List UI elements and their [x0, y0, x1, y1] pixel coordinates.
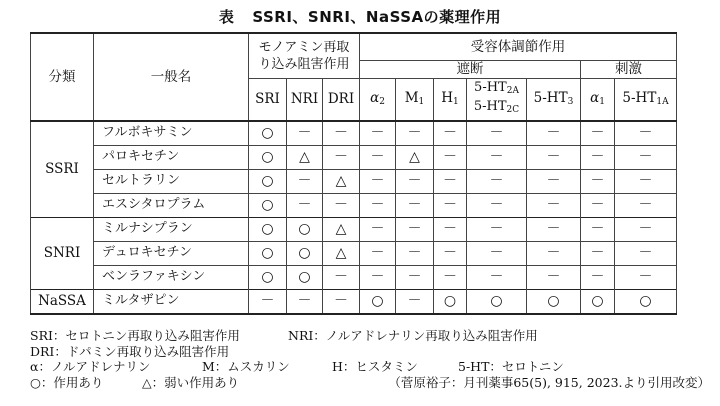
cell-mark: － [396, 169, 434, 193]
col-header-5ht2a-2c: $5-HT_{2A}$ $5-HT_{2C}$ [467, 78, 527, 121]
legend-circle: ○：作用あり [30, 374, 104, 390]
col-header-sri [249, 78, 287, 121]
note-serotonin: 5-HT：セロトニン [458, 359, 564, 375]
header-receptor-modulation: 受容体調節作用 [360, 33, 677, 60]
cell-mark: － [581, 217, 615, 241]
col-header-dri [323, 78, 360, 121]
cell-mark: ○ [249, 193, 287, 217]
cell-mark: ○ [287, 265, 323, 289]
cell-mark: － [467, 193, 527, 217]
cell-mark: ○ [434, 289, 467, 314]
cell-mark: － [527, 145, 581, 169]
class-snri: SNRI [31, 217, 94, 289]
cell-mark: － [360, 193, 396, 217]
cell-mark: － [434, 193, 467, 217]
cell-mark: － [396, 289, 434, 314]
cell-mark: － [396, 241, 434, 265]
cell-mark: △ [323, 241, 360, 265]
cell-mark: － [434, 241, 467, 265]
cell-mark: － [581, 145, 615, 169]
cell-mark: － [360, 241, 396, 265]
cell-mark: － [434, 217, 467, 241]
cell-mark: － [615, 145, 677, 169]
col-header-5ht1a: $5-HT_{1A}$ [615, 78, 677, 121]
note-dri: DRI：ドパミン再取り込み阻害作用 [30, 343, 230, 359]
cell-mark: － [396, 265, 434, 289]
drug-name: セルトラリン [94, 169, 249, 193]
header-stimulation: 刺激 [581, 60, 677, 78]
drug-name: フルボキサミン [94, 121, 249, 145]
legend-triangle: △：弱い作用あり [142, 374, 240, 390]
col-header-5ht3: $5-HT_3$ [527, 78, 581, 121]
cell-mark: － [527, 193, 581, 217]
table-title-text: SSRI、SNRI、NaSSAの薬理作用 [252, 8, 502, 26]
cell-mark: － [434, 169, 467, 193]
cell-mark: △ [287, 145, 323, 169]
cell-mark: － [527, 217, 581, 241]
cell-mark: ○ [527, 289, 581, 314]
drug-name: ベンラファキシン [94, 265, 249, 289]
cell-mark: － [527, 169, 581, 193]
table-title-prefix: 表 [218, 8, 235, 26]
cell-mark: ○ [249, 217, 287, 241]
cell-mark: － [287, 121, 323, 145]
cell-mark: － [434, 121, 467, 145]
cell-mark: ○ [581, 289, 615, 314]
cell-mark: － [615, 241, 677, 265]
note-nri: NRI：ノルアドレナリン再取り込み阻害作用 [288, 328, 538, 343]
cell-mark: － [287, 289, 323, 314]
drug-name: デュロキセチン [94, 241, 249, 265]
header-generic-name: 一般名 [94, 33, 249, 121]
cell-mark: － [467, 121, 527, 145]
col-header-alpha2: $\alpha_2$ [360, 78, 396, 121]
cell-mark: － [396, 121, 434, 145]
cell-mark: △ [396, 145, 434, 169]
cell-mark: ○ [287, 241, 323, 265]
cell-mark: － [323, 121, 360, 145]
cell-mark: － [467, 169, 527, 193]
cell-mark: － [323, 193, 360, 217]
cell-mark: － [615, 169, 677, 193]
cell-mark: ○ [249, 241, 287, 265]
cell-mark: － [467, 217, 527, 241]
table-title [0, 6, 720, 27]
class-ssri: SSRI [31, 121, 94, 217]
col-header-h1: $H_1$ [434, 78, 467, 121]
cell-mark: － [360, 121, 396, 145]
cell-mark: － [360, 169, 396, 193]
table-notes [30, 328, 710, 390]
cell-mark: － [615, 193, 677, 217]
cell-mark: － [527, 241, 581, 265]
cell-mark: － [287, 193, 323, 217]
col-header-alpha1: $\alpha_1$ [581, 78, 615, 121]
cell-mark: － [249, 289, 287, 314]
cell-mark: － [396, 193, 434, 217]
cell-mark: － [581, 265, 615, 289]
class-nassa: NaSSA [31, 289, 94, 314]
cell-mark: － [615, 217, 677, 241]
cell-mark: － [323, 289, 360, 314]
cell-mark: － [527, 121, 581, 145]
cell-mark: － [287, 169, 323, 193]
col-header-dri-text: DRI [327, 91, 355, 108]
col-header-nri-text: NRI [290, 91, 319, 108]
header-classification: 分類 [31, 33, 94, 121]
note-histamine: H：ヒスタミン [332, 359, 418, 375]
note-alpha: α：ノルアドレナリン [30, 359, 151, 375]
cell-mark: － [581, 121, 615, 145]
cell-mark: ○ [249, 121, 287, 145]
cell-mark: ○ [467, 289, 527, 314]
drug-name: ミルタザピン [94, 289, 249, 314]
cell-mark: － [581, 241, 615, 265]
cell-mark: ○ [249, 169, 287, 193]
source-citation: （菅原裕子：月刊薬事65(5), 915, 2023.より引用改変） [388, 374, 710, 390]
cell-mark: － [467, 145, 527, 169]
header-monoamine-reuptake: モノアミン再取り込み阻害作用 [249, 33, 360, 78]
cell-mark: － [434, 145, 467, 169]
cell-mark: － [467, 265, 527, 289]
cell-mark: － [581, 193, 615, 217]
drug-name: エスシタロプラム [94, 193, 249, 217]
drug-name: ミルナシプラン [94, 217, 249, 241]
cell-mark: － [360, 217, 396, 241]
cell-mark: △ [323, 169, 360, 193]
cell-mark: － [323, 145, 360, 169]
cell-mark: ○ [287, 217, 323, 241]
cell-mark: － [396, 217, 434, 241]
col-header-sri-text: SRI [255, 91, 280, 108]
cell-mark: △ [323, 217, 360, 241]
cell-mark: ○ [360, 289, 396, 314]
note-muscarine: M：ムスカリン [202, 359, 290, 375]
cell-mark: － [615, 265, 677, 289]
cell-mark: － [323, 265, 360, 289]
col-header-nri [287, 78, 323, 121]
cell-mark: － [581, 169, 615, 193]
cell-mark: － [360, 265, 396, 289]
cell-mark: ○ [249, 265, 287, 289]
col-header-m1: $M_1$ [396, 78, 434, 121]
cell-mark: － [360, 145, 396, 169]
cell-mark: － [527, 265, 581, 289]
pharmacology-table [30, 32, 677, 315]
cell-mark: － [467, 241, 527, 265]
note-sri: SRI：セロトニン再取り込み阻害作用 [30, 328, 240, 343]
cell-mark: － [434, 265, 467, 289]
drug-name: パロキセチン [94, 145, 249, 169]
cell-mark: ○ [615, 289, 677, 314]
cell-mark: － [615, 121, 677, 145]
cell-mark: ○ [249, 145, 287, 169]
header-blockade: 遮断 [360, 60, 581, 78]
